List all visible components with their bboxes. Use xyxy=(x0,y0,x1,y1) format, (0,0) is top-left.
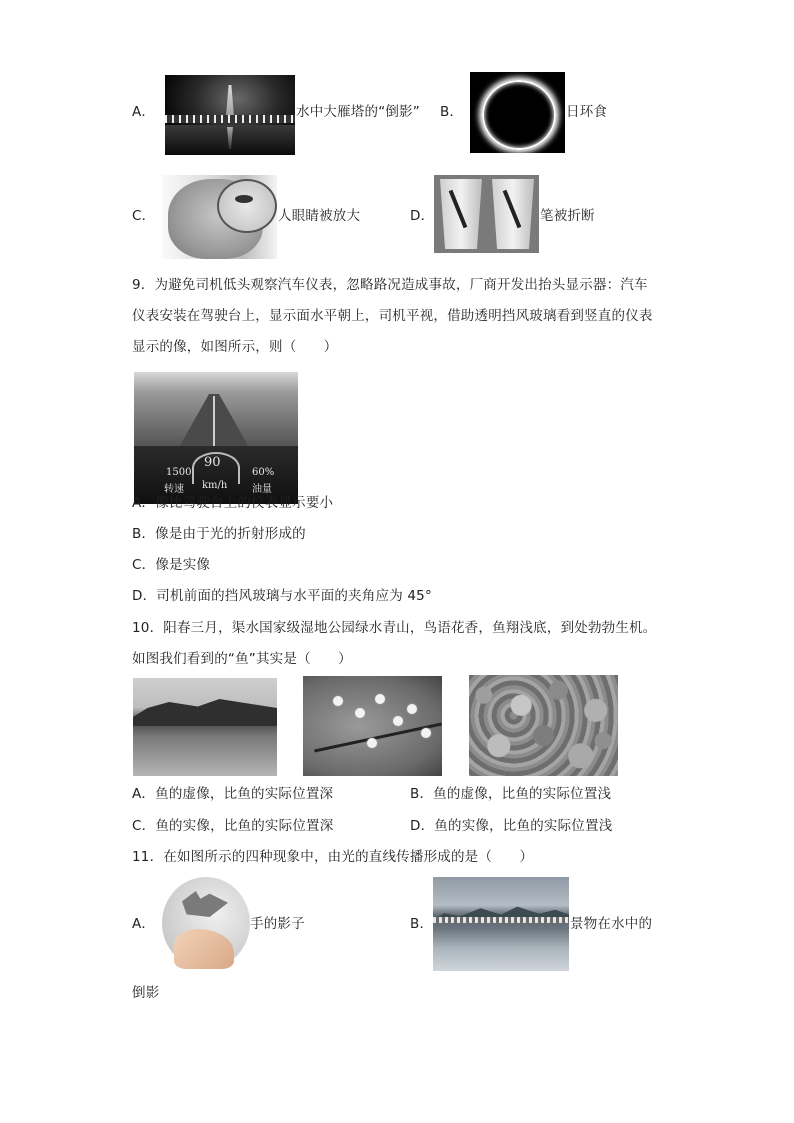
q9-option-d: D．司机前面的挡风玻璃与水平面的夹角应为 45° xyxy=(132,588,432,604)
q9-option-a: A．像比驾驶台上的仪表显示要小 xyxy=(132,495,334,511)
q9-stem-line-3: 显示的像，如图所示，则（ ） xyxy=(132,339,338,355)
q8-option-d-caption: 笔被折断 xyxy=(540,208,595,224)
pagoda-reflection-image xyxy=(165,75,295,154)
magnified-eye-image xyxy=(162,175,277,259)
q8-option-b-letter: B． xyxy=(440,104,464,120)
q11-stem: 11．在如图所示的四种现象中，由光的直线传播形成的是（ ） xyxy=(132,849,534,865)
bent-pencil-image xyxy=(434,175,539,253)
q11-option-a-letter: A． xyxy=(132,916,156,932)
q10-stem-line-1: 10．阳春三月，渠水国家级湿地公园绿水青山，鸟语花香，鱼翔浅底，到处勃勃生机。 xyxy=(132,620,657,636)
q8-option-a-caption: 水中大雁塔的“倒影” xyxy=(296,104,420,120)
q11-option-a-caption: 手的影子 xyxy=(250,916,305,932)
q10-option-d: D．鱼的实像，比鱼的实际位置浅 xyxy=(410,818,613,834)
q8-option-b-caption: 日环食 xyxy=(566,104,608,120)
q8-option-c-caption: 人眼睛被放大 xyxy=(278,208,361,224)
q8-option-a-letter: A． xyxy=(132,104,156,120)
hud-label-fuel: 油量 xyxy=(252,484,272,495)
q11-option-b-letter: B． xyxy=(410,916,434,932)
hud-label-unit: km/h xyxy=(202,480,228,491)
blossom-bird-image xyxy=(303,676,442,776)
q10-stem-line-2: 如图我们看到的“鱼”其实是（ ） xyxy=(132,651,352,667)
q10-option-c: C．鱼的实像，比鱼的实际位置深 xyxy=(132,818,334,834)
hand-shadow-image xyxy=(156,877,250,970)
hud-rpm: 1500 xyxy=(166,467,192,478)
q9-option-b: B．像是由于光的折射形成的 xyxy=(132,526,306,542)
q10-option-a: A．鱼的虚像，比鱼的实际位置深 xyxy=(132,786,334,802)
q11-option-b-caption-wrap: 倒影 xyxy=(132,985,160,1001)
hud-label-rpm: 转速 xyxy=(164,484,184,495)
head-up-display-image xyxy=(134,372,298,495)
hud-speed: 90 xyxy=(204,455,221,470)
annular-eclipse-image xyxy=(470,72,565,153)
lake-landscape-image xyxy=(133,678,277,776)
q10-option-b: B．鱼的虚像，比鱼的实际位置浅 xyxy=(410,786,612,802)
q11-option-b-caption: 景物在水中的 xyxy=(570,916,653,932)
river-reflection-image xyxy=(433,877,569,971)
q8-option-c-letter: C． xyxy=(132,208,156,224)
q8-option-d-letter: D． xyxy=(410,208,435,224)
q9-option-c: C．像是实像 xyxy=(132,557,211,573)
q9-stem-line-2: 仪表安装在驾驶台上，显示面水平朝上，司机平视，借助透明挡风玻璃看到竖直的仪表 xyxy=(132,308,653,324)
hud-fuel: 60% xyxy=(252,467,275,478)
riverbed-pebbles-image xyxy=(469,675,618,776)
q9-stem-line-1: 9．为避免司机低头观察汽车仪表，忽略路况造成事故，厂商开发出抬头显示器：汽车 xyxy=(132,277,648,293)
